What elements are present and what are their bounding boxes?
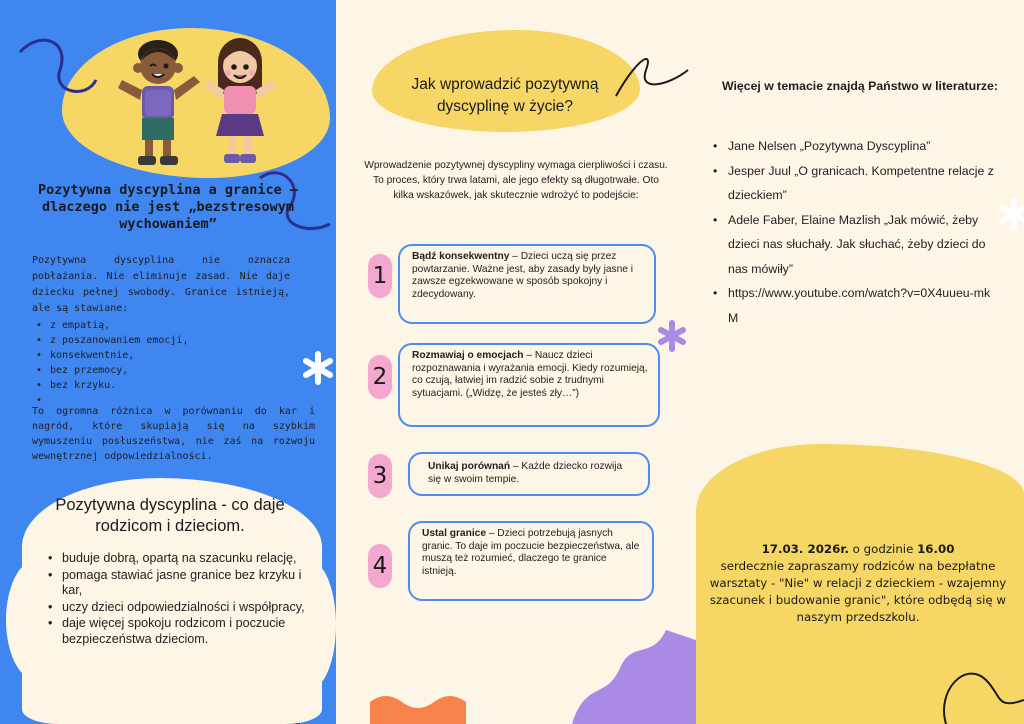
section-title: Pozytywna dyscyplina a granice – dlaczego nie jest „bezstresowym wychowaniem” — [37, 182, 299, 232]
benefits-list — [46, 551, 314, 648]
list-item: • buduje dobrą, opartą na szacunku relację, — [46, 551, 314, 567]
step-card — [408, 452, 650, 496]
list-item: • uczy dzieci odpowiedzialności i współpracy, — [46, 600, 314, 616]
step-heading: Bądź konsekwentny — [412, 251, 510, 262]
list-item: • bez przemocy, — [36, 363, 286, 378]
event-date: 17.03. 2026r. — [761, 542, 849, 556]
step-text: – Dzieci uczą się przez powtarzanie. Ważne jest, aby zasady były jasne i zawsze egzekwowane w sposób spokojny i zdecydowany. — [412, 251, 634, 300]
list-item: • pomaga stawiać jasne granice bez krzyku i kar, — [46, 568, 314, 599]
list-item: • konsekwentnie, — [36, 348, 286, 363]
step-text: – Każde dziecko rozwija się w swoim tempie. — [428, 461, 623, 485]
step-number: 1 — [368, 254, 392, 298]
step-text: – Naucz dzieci rozpoznawania i wyrażania emocji. Kiedy rozumieją, co czują, łatwiej im radzić sobie z trudnymi sytuacjami. („Widzę, że jesteś zły…”) — [412, 350, 648, 399]
benefits-title: Pozytywna dyscyplina - co daje rodzicom i dzieciom. — [55, 496, 285, 535]
step-card — [398, 244, 656, 324]
list-item: • bez krzyku. — [36, 378, 286, 393]
list-item: • Adele Faber, Elaine Mazlish „Jak mówić, żeby dzieci nas słuchały. Jak słuchać, żeby dzieci do nas mówiły” — [710, 208, 996, 282]
event-announcement — [708, 541, 1008, 626]
list-item: • Jane Nelsen „Pozytywna Dyscyplina” — [710, 134, 996, 159]
intro-paragraph: Pozytywna dyscyplina nie oznacza pobłażania. Nie eliminuje zasad. Nie daje dziecku pełnej swobody. Granice istnieją, ale są stawiane: — [32, 255, 290, 314]
step-text: – Dzieci potrzebują jasnych granic. To daje im poczucie bezpieczeństwa, ale muszą też rozumieć, dlaczego te granice istnieją. — [422, 528, 640, 577]
step-card — [408, 521, 654, 601]
step-heading: Rozmawiaj o emocjach — [412, 350, 524, 361]
step-number: 2 — [368, 355, 392, 399]
step-heading: Unikaj porównań — [428, 461, 511, 472]
intro-paragraph: Wprowadzenie pozytywnej dyscypliny wymaga cierpliwości i czasu. To proces, który trwa latami, ale jego efekty są długotrwałe. Oto kilka wskazówek, jak skutecznie wdrożyć to podejście: — [364, 160, 668, 201]
list-item: • daje więcej spokoju rodzicom i poczucie bezpieczeństwa dzieciom. — [46, 616, 314, 647]
asterisk-icon — [1002, 200, 1024, 228]
youtube-link[interactable]: https://www.youtube.com/watch?v=0X4uueu-mkM — [728, 286, 991, 325]
step-number: 4 — [368, 544, 392, 588]
middle-panel — [336, 0, 696, 724]
orange-wave — [370, 696, 466, 724]
step-heading: Ustal granice — [422, 528, 486, 539]
asterisk-icon — [661, 323, 683, 349]
literature-heading: Więcej w temacie znajdą Państwo w literaturze: — [722, 79, 998, 93]
purple-wave — [572, 630, 696, 724]
asterisk-icon — [306, 354, 330, 382]
right-panel — [696, 0, 1024, 724]
list-item: • z poszanowaniem emocji, — [36, 333, 286, 348]
left-panel — [0, 0, 336, 724]
step-card — [398, 343, 660, 427]
list-item: • z empatią, — [36, 318, 286, 333]
outro-paragraph: To ogromna różnica w porównaniu do kar i nagród, które skupiają się na szybkim wymuszeniu posłuszeństwa, nie zaś na rozwoju wewnętrznej odpowiedzialności. — [32, 406, 315, 462]
section-title: Jak wprowadzić pozytywną dyscyplinę w życie? — [411, 76, 599, 115]
step-number: 3 — [368, 454, 392, 498]
event-text: serdecznie zapraszamy rodziców na bezpłatne warsztaty - "Nie" w relacji z dzieckiem - wzajemny szacunek i budowanie granic", które odbędą się w naszym przedszkolu. — [709, 559, 1007, 624]
boundaries-list — [36, 318, 286, 393]
event-time: 16.00 — [917, 542, 955, 556]
list-item: • Jesper Juul „O granicach. Kompetentne relacje z dzieckiem” — [710, 159, 996, 208]
event-at: o godzinie — [848, 542, 918, 556]
